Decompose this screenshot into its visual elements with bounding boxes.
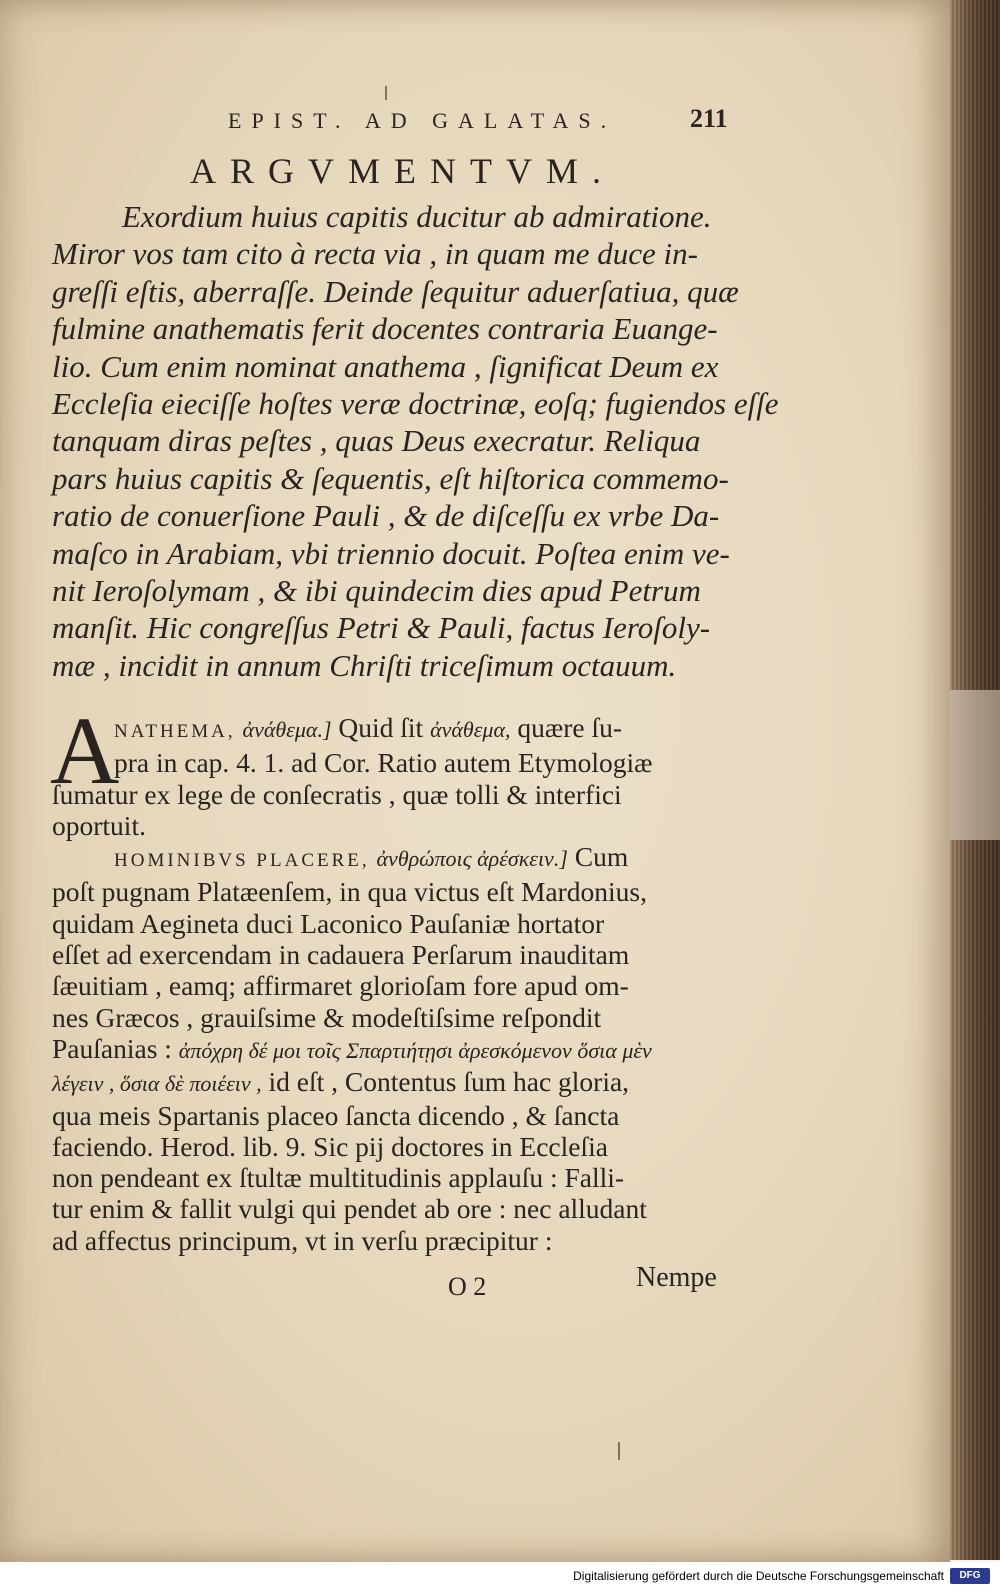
argument-line: Miror vos tam cito à recta via , in quam me duce in- [52, 236, 698, 272]
greek-lemma: ἀνάθεμα.] [242, 717, 332, 742]
note-line: poſt pugnam Platæenſem, in qua victus eſt Mardonius, [52, 876, 647, 908]
note-line: ſæuitiam , eamq; affirmaret glorioſam fore apud om- [52, 970, 629, 1002]
catchword: Nempe [636, 1262, 717, 1293]
note-lemma: NATHEMA, [114, 721, 236, 742]
argument-line: fulmine anathematis ferit docentes contraria Euange- [52, 311, 718, 347]
note-text: id eſt , Contentus ſum hac gloria, [268, 1066, 630, 1098]
greek-word: ἀνάθεμα, [430, 717, 511, 742]
argument-line: maſco in Arabiam, vbi triennio docuit. Poſtea enim ve- [52, 535, 730, 571]
argument-line: Eccleſia eieciſſe hoſtes veræ doctrinæ, eoſq; fugiendos eſſe [52, 386, 779, 422]
note-line: ad affectus principum, vt in verſu præcipitur : [52, 1224, 553, 1256]
signature-mark: O 2 [448, 1272, 487, 1301]
running-head: EPIST. AD GALATAS. [228, 108, 617, 133]
argument-line: Exordium huius capitis ducitur ab admiratione. [122, 199, 712, 234]
section-title: ARGVMENTVM. [190, 151, 616, 191]
dfg-logo: DFG [950, 1568, 990, 1584]
note-line: eſſet ad exercendam in cadauera Perſarum inauditam [52, 939, 630, 971]
note-line [52, 712, 742, 747]
argument-line: pars huius capitis & ſequentis, eſt hiſtorica commemo- [52, 460, 729, 496]
note-line: quidam Aegineta duci Laconico Pauſaniæ hortator [52, 907, 605, 939]
argument-line: ratio de conuerſione Pauli , & de diſceſſu ex vrbe Da- [52, 498, 720, 534]
ink-mark [385, 86, 387, 100]
note-line: qua meis Spartanis placeo ſancta dicendo , & ſancta [52, 1099, 620, 1131]
note-line [52, 1033, 742, 1066]
note-text: quære ſu- [517, 712, 623, 743]
note-line: nes Græcos , grauiſsime & modeſtiſsime reſpondit [52, 1001, 602, 1033]
note-line [52, 1066, 742, 1099]
note-line: ſumatur ex lege de conſecratis , quæ tolli & interfici [52, 778, 622, 810]
note-line: tur enim & fallit vulgi qui pendet ab ore : nec alludant [52, 1193, 647, 1225]
note-lemma: HOMINIBVS PLACERE, [114, 850, 370, 872]
note-line: oportuit. [52, 809, 146, 841]
note-line: pra in cap. 4. 1. ad Cor. Ratio autem Etymologiæ [114, 747, 653, 779]
funding-credit: Digitalisierung gefördert durch die Deutsche Forschungsgemeinschaft [573, 1569, 944, 1583]
ink-mark [618, 1442, 620, 1460]
note-text: Pauſanias : [52, 1032, 172, 1064]
note-line: non pendeant ex ſtultæ multitudinis applauſu : Falli- [52, 1162, 625, 1194]
note-line [52, 841, 742, 876]
commentary-text [52, 712, 742, 1256]
argument-paragraph [52, 198, 779, 684]
argument-line: greſſi eſtis, aberraſſe. Deinde ſequitur aduerſatiua, quæ [52, 273, 739, 309]
greek-quote: ἀπόχρη δέ μοι τοῖς Σπαρτιήτῃσι ἀρεσκόμενον ὅσια μὲν [178, 1037, 652, 1063]
argument-line: tanquam diras peſtes , quas Deus execratur. Reliqua [52, 423, 701, 459]
argument-line: mæ , incidit in annum Chriſti triceſimum octauum. [52, 647, 677, 683]
argument-line: lio. Cum enim nominat anathema , ſignificat Deum ex [52, 348, 719, 384]
argument-line: nit Ieroſolymam , & ibi quindecim dies apud Petrum [52, 573, 701, 609]
note-text: Cum [574, 841, 629, 873]
note-line: faciendo. Herod. lib. 9. Sic pij doctores in Eccleſia [52, 1130, 608, 1162]
argument-line: manſit. Hic congreſſus Petri & Pauli, factus Ieroſoly- [52, 610, 711, 646]
footer-bar [0, 1562, 1000, 1591]
drop-capital: A [50, 697, 120, 804]
greek-quote: λέγειν , ὅσια δὲ ποιέειν , [52, 1071, 262, 1097]
note-text: Quid ſit [338, 712, 424, 743]
page-number: 211 [690, 104, 728, 133]
greek-lemma: ἀνθρώποις ἀρέσκειν.] [376, 846, 568, 872]
